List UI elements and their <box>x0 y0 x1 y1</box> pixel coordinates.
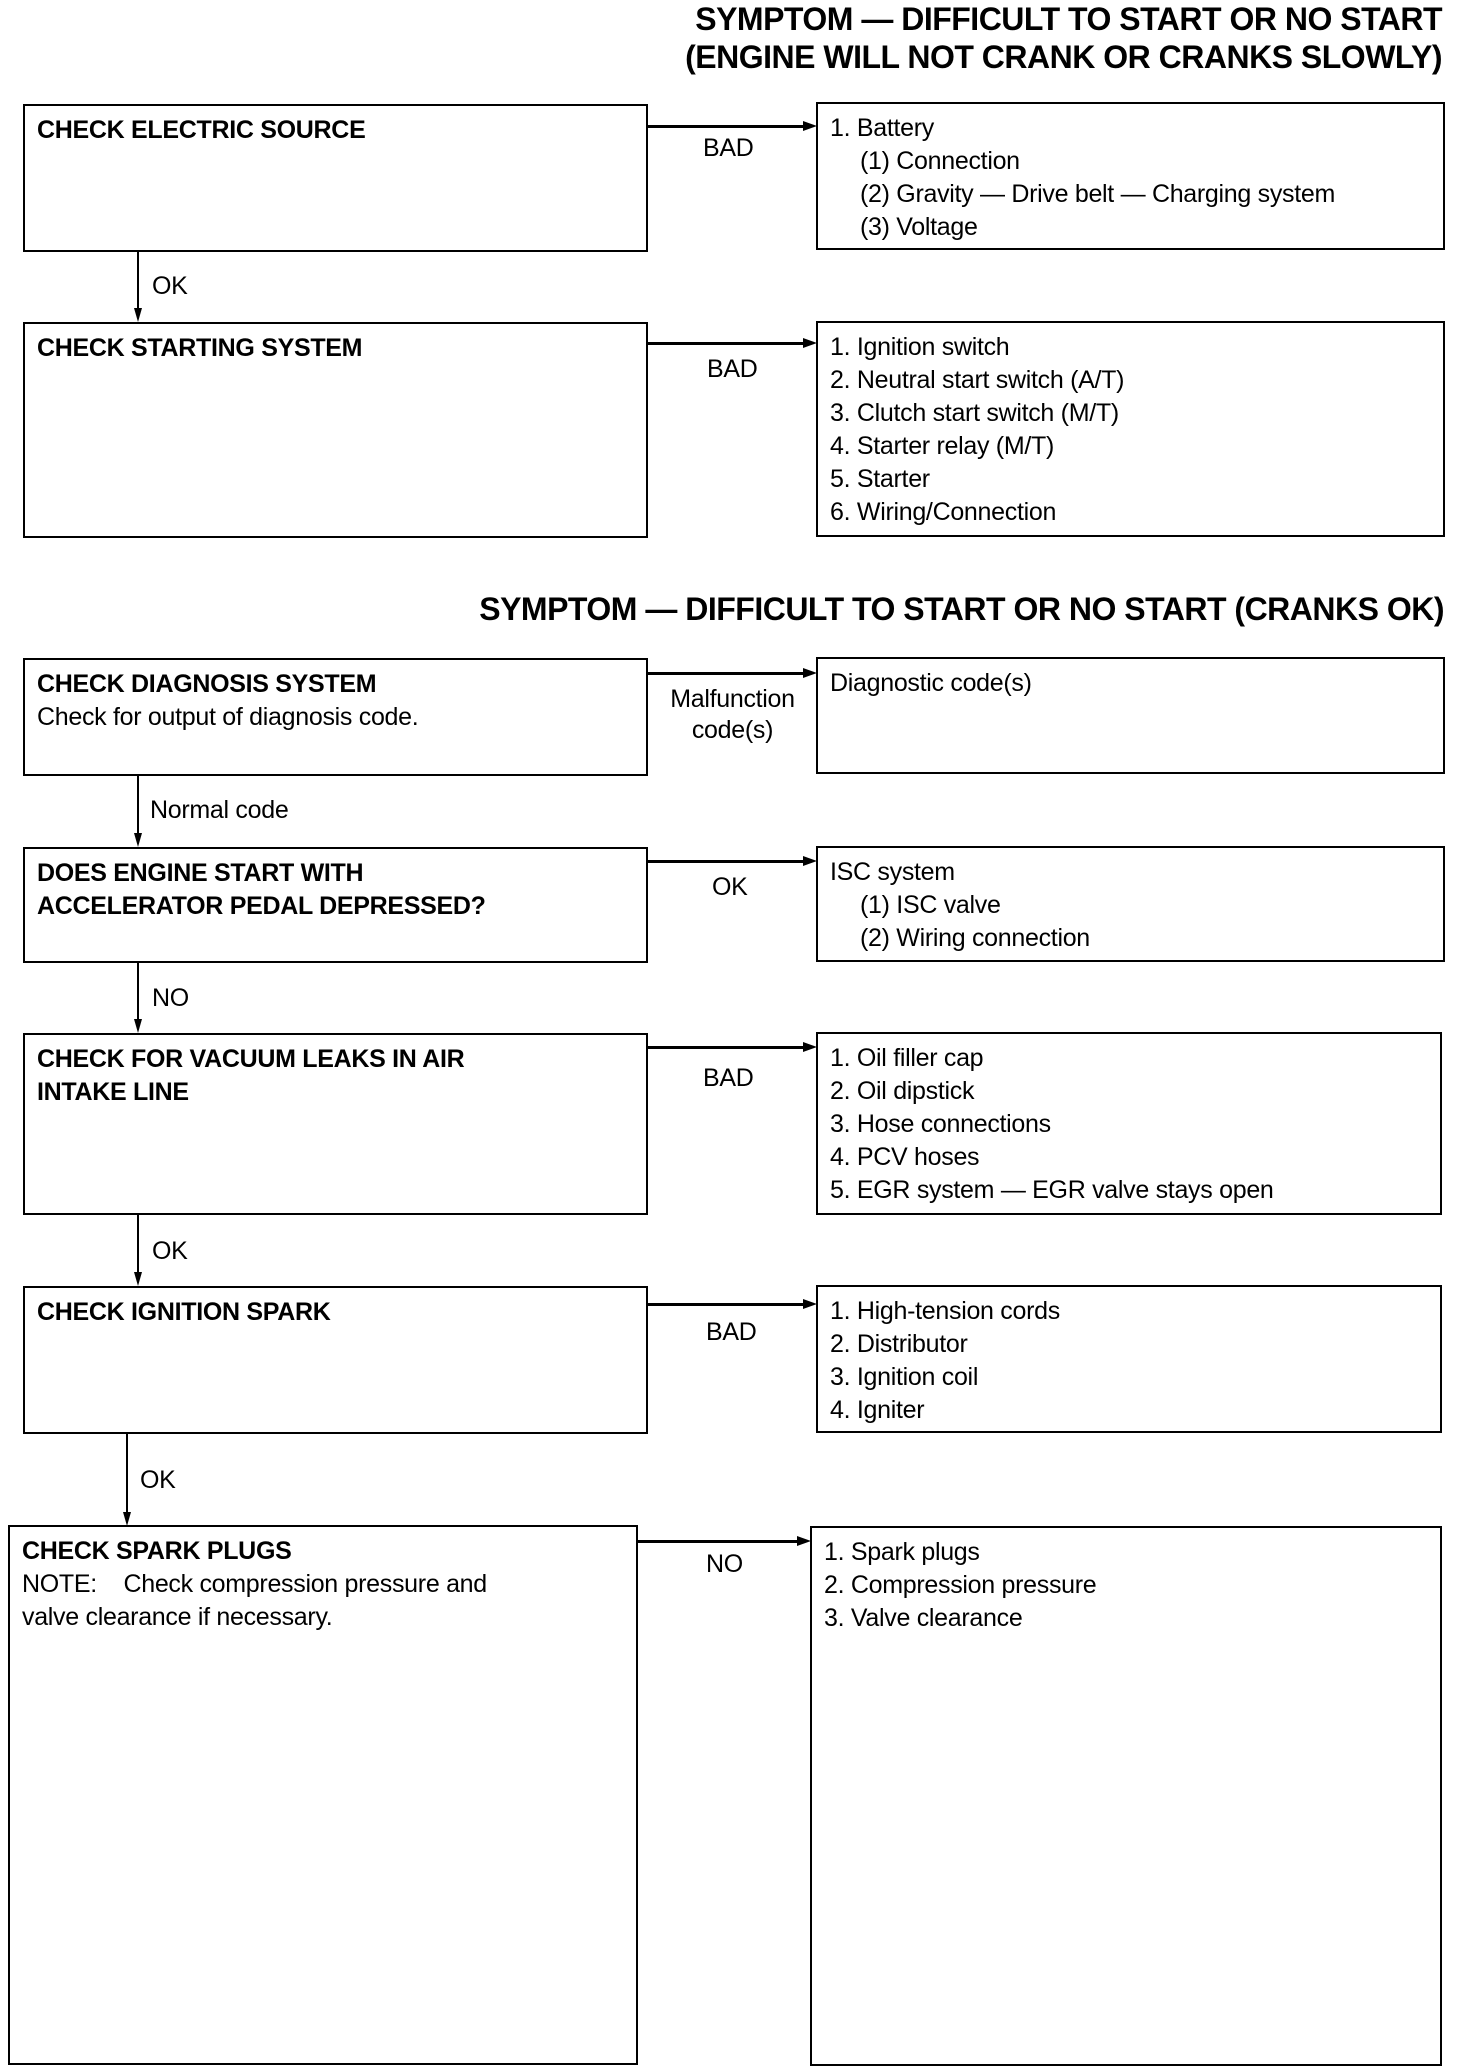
step-title: CHECK IGNITION SPARK <box>37 1298 331 1326</box>
step-title: CHECK STARTING SYSTEM <box>37 334 363 362</box>
title-line: SYMPTOM — DIFFICULT TO START OR NO START <box>695 1 1442 37</box>
branch-label: NO <box>706 1550 743 1578</box>
arrow-right-icon <box>803 1299 817 1309</box>
connector-line <box>648 342 804 345</box>
step-vacuum-leaks <box>23 1033 648 1215</box>
step-check-electric-source <box>23 104 648 252</box>
step-title: CHECK DIAGNOSIS SYSTEM <box>37 670 377 698</box>
connector-line <box>648 1303 804 1306</box>
result-box <box>816 1285 1442 1433</box>
result-box <box>816 1032 1442 1215</box>
result-box <box>816 657 1445 774</box>
connector-line <box>137 776 139 835</box>
step-note: Check for output of diagnosis code. <box>37 703 419 731</box>
result-item: 1. Spark plugs <box>824 1538 980 1566</box>
connector-line <box>648 860 804 863</box>
result-item: 2. Neutral start switch (A/T) <box>830 366 1125 394</box>
result-item: ISC system <box>830 858 955 886</box>
arrow-down-icon <box>134 833 142 847</box>
result-item: 2. Compression pressure <box>824 1571 1097 1599</box>
arrow-right-icon <box>803 338 817 348</box>
arrow-down-icon <box>134 308 142 322</box>
flow-label: OK <box>140 1466 176 1494</box>
branch-label: BAD <box>703 1064 754 1092</box>
result-item: (1) ISC valve <box>860 891 1001 919</box>
result-item: 1. High-tension cords <box>830 1297 1060 1325</box>
step-title: CHECK SPARK PLUGS <box>22 1537 292 1565</box>
step-title: CHECK ELECTRIC SOURCE <box>37 116 366 144</box>
result-item: (2) Gravity — Drive belt — Charging system <box>860 180 1336 208</box>
branch-label-line: Malfunction <box>670 685 795 713</box>
arrow-down-icon <box>134 1272 142 1286</box>
connector-line <box>126 1434 128 1515</box>
result-item: 1. Oil filler cap <box>830 1044 984 1072</box>
result-item: 4. Igniter <box>830 1396 925 1424</box>
connector-line <box>638 1540 798 1543</box>
step-note: NOTE: Check compression pressure and <box>22 1570 487 1598</box>
branch-label: BAD <box>703 134 754 162</box>
result-box <box>816 846 1445 962</box>
result-item: (2) Wiring connection <box>860 924 1090 952</box>
branch-label: BAD <box>706 1318 757 1346</box>
result-item: 3. Clutch start switch (M/T) <box>830 399 1119 427</box>
result-box <box>816 102 1445 250</box>
connector-line <box>137 252 139 310</box>
branch-label: BAD <box>707 355 758 383</box>
result-item: Diagnostic code(s) <box>830 669 1032 697</box>
connector-line <box>648 125 804 128</box>
step-title: ACCELERATOR PEDAL DEPRESSED? <box>37 892 486 920</box>
result-item: 5. Starter <box>830 465 930 493</box>
result-item: 3. Ignition coil <box>830 1363 979 1391</box>
step-accelerator-pedal <box>23 847 648 963</box>
flow-label: NO <box>152 984 189 1012</box>
result-item: (1) Connection <box>860 147 1020 175</box>
flow-label: Normal code <box>150 796 289 824</box>
title-line: (ENGINE WILL NOT CRANK OR CRANKS SLOWLY) <box>685 39 1442 75</box>
result-item: 6. Wiring/Connection <box>830 498 1057 526</box>
result-item: 3. Hose connections <box>830 1110 1051 1138</box>
branch-label-line: code(s) <box>691 716 774 744</box>
result-item: 1. Ignition switch <box>830 333 1010 361</box>
connector-line <box>137 963 139 1021</box>
result-item: 2. Distributor <box>830 1330 968 1358</box>
branch-label <box>655 684 810 746</box>
flow-label: OK <box>152 1237 188 1265</box>
result-item: 5. EGR system — EGR valve stays open <box>830 1176 1274 1204</box>
flow-label: OK <box>152 272 188 300</box>
step-check-spark-plugs <box>8 1525 638 2065</box>
step-title: CHECK FOR VACUUM LEAKS IN AIR <box>37 1045 465 1073</box>
step-title: INTAKE LINE <box>37 1078 189 1106</box>
result-box <box>810 1526 1442 2066</box>
result-item: 4. PCV hoses <box>830 1143 980 1171</box>
result-item: (3) Voltage <box>860 213 978 241</box>
arrow-down-icon <box>134 1019 142 1033</box>
step-check-diagnosis-system <box>23 658 648 776</box>
result-box <box>816 321 1445 537</box>
result-item: 2. Oil dipstick <box>830 1077 975 1105</box>
arrow-right-icon <box>803 1042 817 1052</box>
section2-title: SYMPTOM — DIFFICULT TO START OR NO START (CRANKS OK) <box>479 591 1444 627</box>
section1-title <box>685 0 1442 76</box>
step-title: DOES ENGINE START WITH <box>37 859 364 887</box>
arrow-right-icon <box>803 856 817 866</box>
arrow-right-icon <box>797 1536 811 1546</box>
connector-line <box>648 1046 804 1049</box>
arrow-down-icon <box>123 1512 131 1526</box>
result-item: 4. Starter relay (M/T) <box>830 432 1054 460</box>
step-note: valve clearance if necessary. <box>22 1603 333 1631</box>
branch-label: OK <box>712 873 748 901</box>
arrow-right-icon <box>803 668 817 678</box>
step-check-starting-system <box>23 322 648 538</box>
connector-line <box>137 1215 139 1274</box>
result-item: 3. Valve clearance <box>824 1604 1023 1632</box>
arrow-right-icon <box>803 121 817 131</box>
step-check-ignition-spark <box>23 1286 648 1434</box>
result-item: 1. Battery <box>830 114 934 142</box>
connector-line <box>648 672 804 675</box>
